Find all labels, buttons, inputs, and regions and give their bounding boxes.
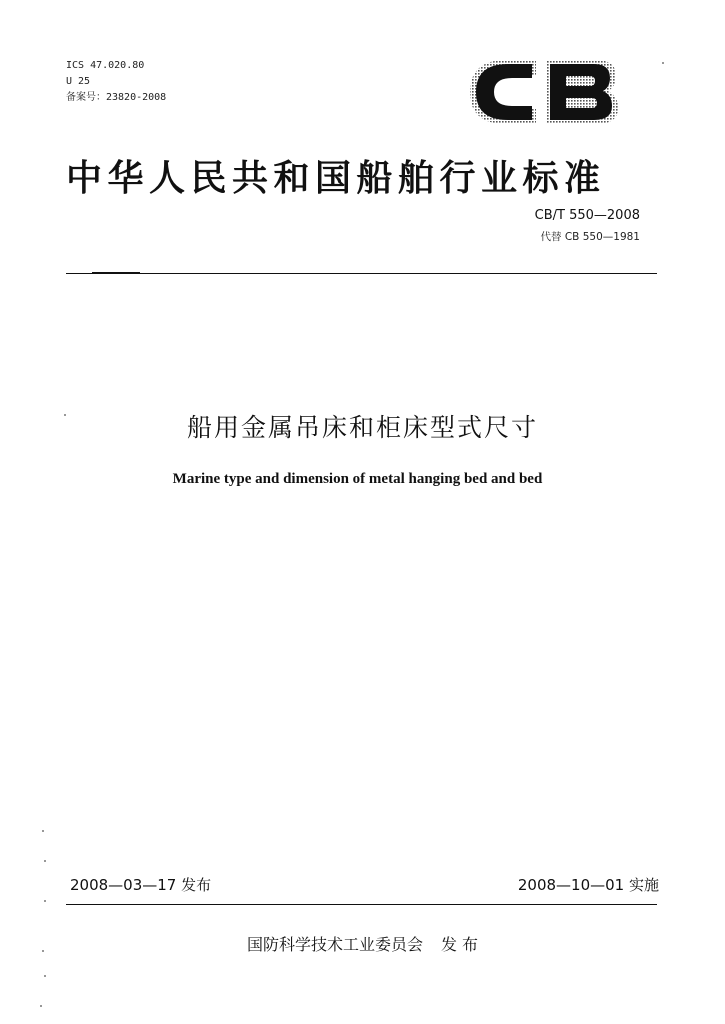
publish-label: 发 布 <box>440 935 479 954</box>
ccs-number: U 25 <box>66 76 91 87</box>
standard-category-title: 中华人民共和国船舶行业标准 <box>66 158 606 199</box>
scan-speck <box>42 950 44 952</box>
standard-code: CB/T 550—2008 <box>534 208 640 223</box>
cb-logo <box>466 58 618 126</box>
document-title-en: Marine type and dimension of metal hanging bed and bed <box>172 471 543 487</box>
top-divider-accent <box>92 272 140 274</box>
scan-speck <box>44 900 46 902</box>
scan-speck <box>42 830 44 832</box>
scan-speck <box>662 62 664 64</box>
scan-speck <box>40 1005 42 1007</box>
metadata-block <box>66 58 166 106</box>
scan-speck <box>44 860 46 862</box>
document-title-cn: 船用金属吊床和柜床型式尺寸 <box>186 413 538 442</box>
record-number: 备案号：23820-2008 <box>66 92 167 103</box>
scan-speck <box>44 975 46 977</box>
replaces-standard: 代替 CB 550—1981 <box>540 231 640 243</box>
publisher-line <box>0 932 725 955</box>
implementation-date: 2008—10—01 实施 <box>517 876 659 894</box>
top-divider <box>66 273 657 274</box>
bottom-divider <box>66 904 657 905</box>
scan-speck <box>64 414 66 416</box>
issue-date: 2008—03—17 发布 <box>70 876 212 894</box>
ics-number: ICS 47.020.80 <box>66 60 145 71</box>
publisher-name: 国防科学技术工业委员会 <box>246 935 423 954</box>
